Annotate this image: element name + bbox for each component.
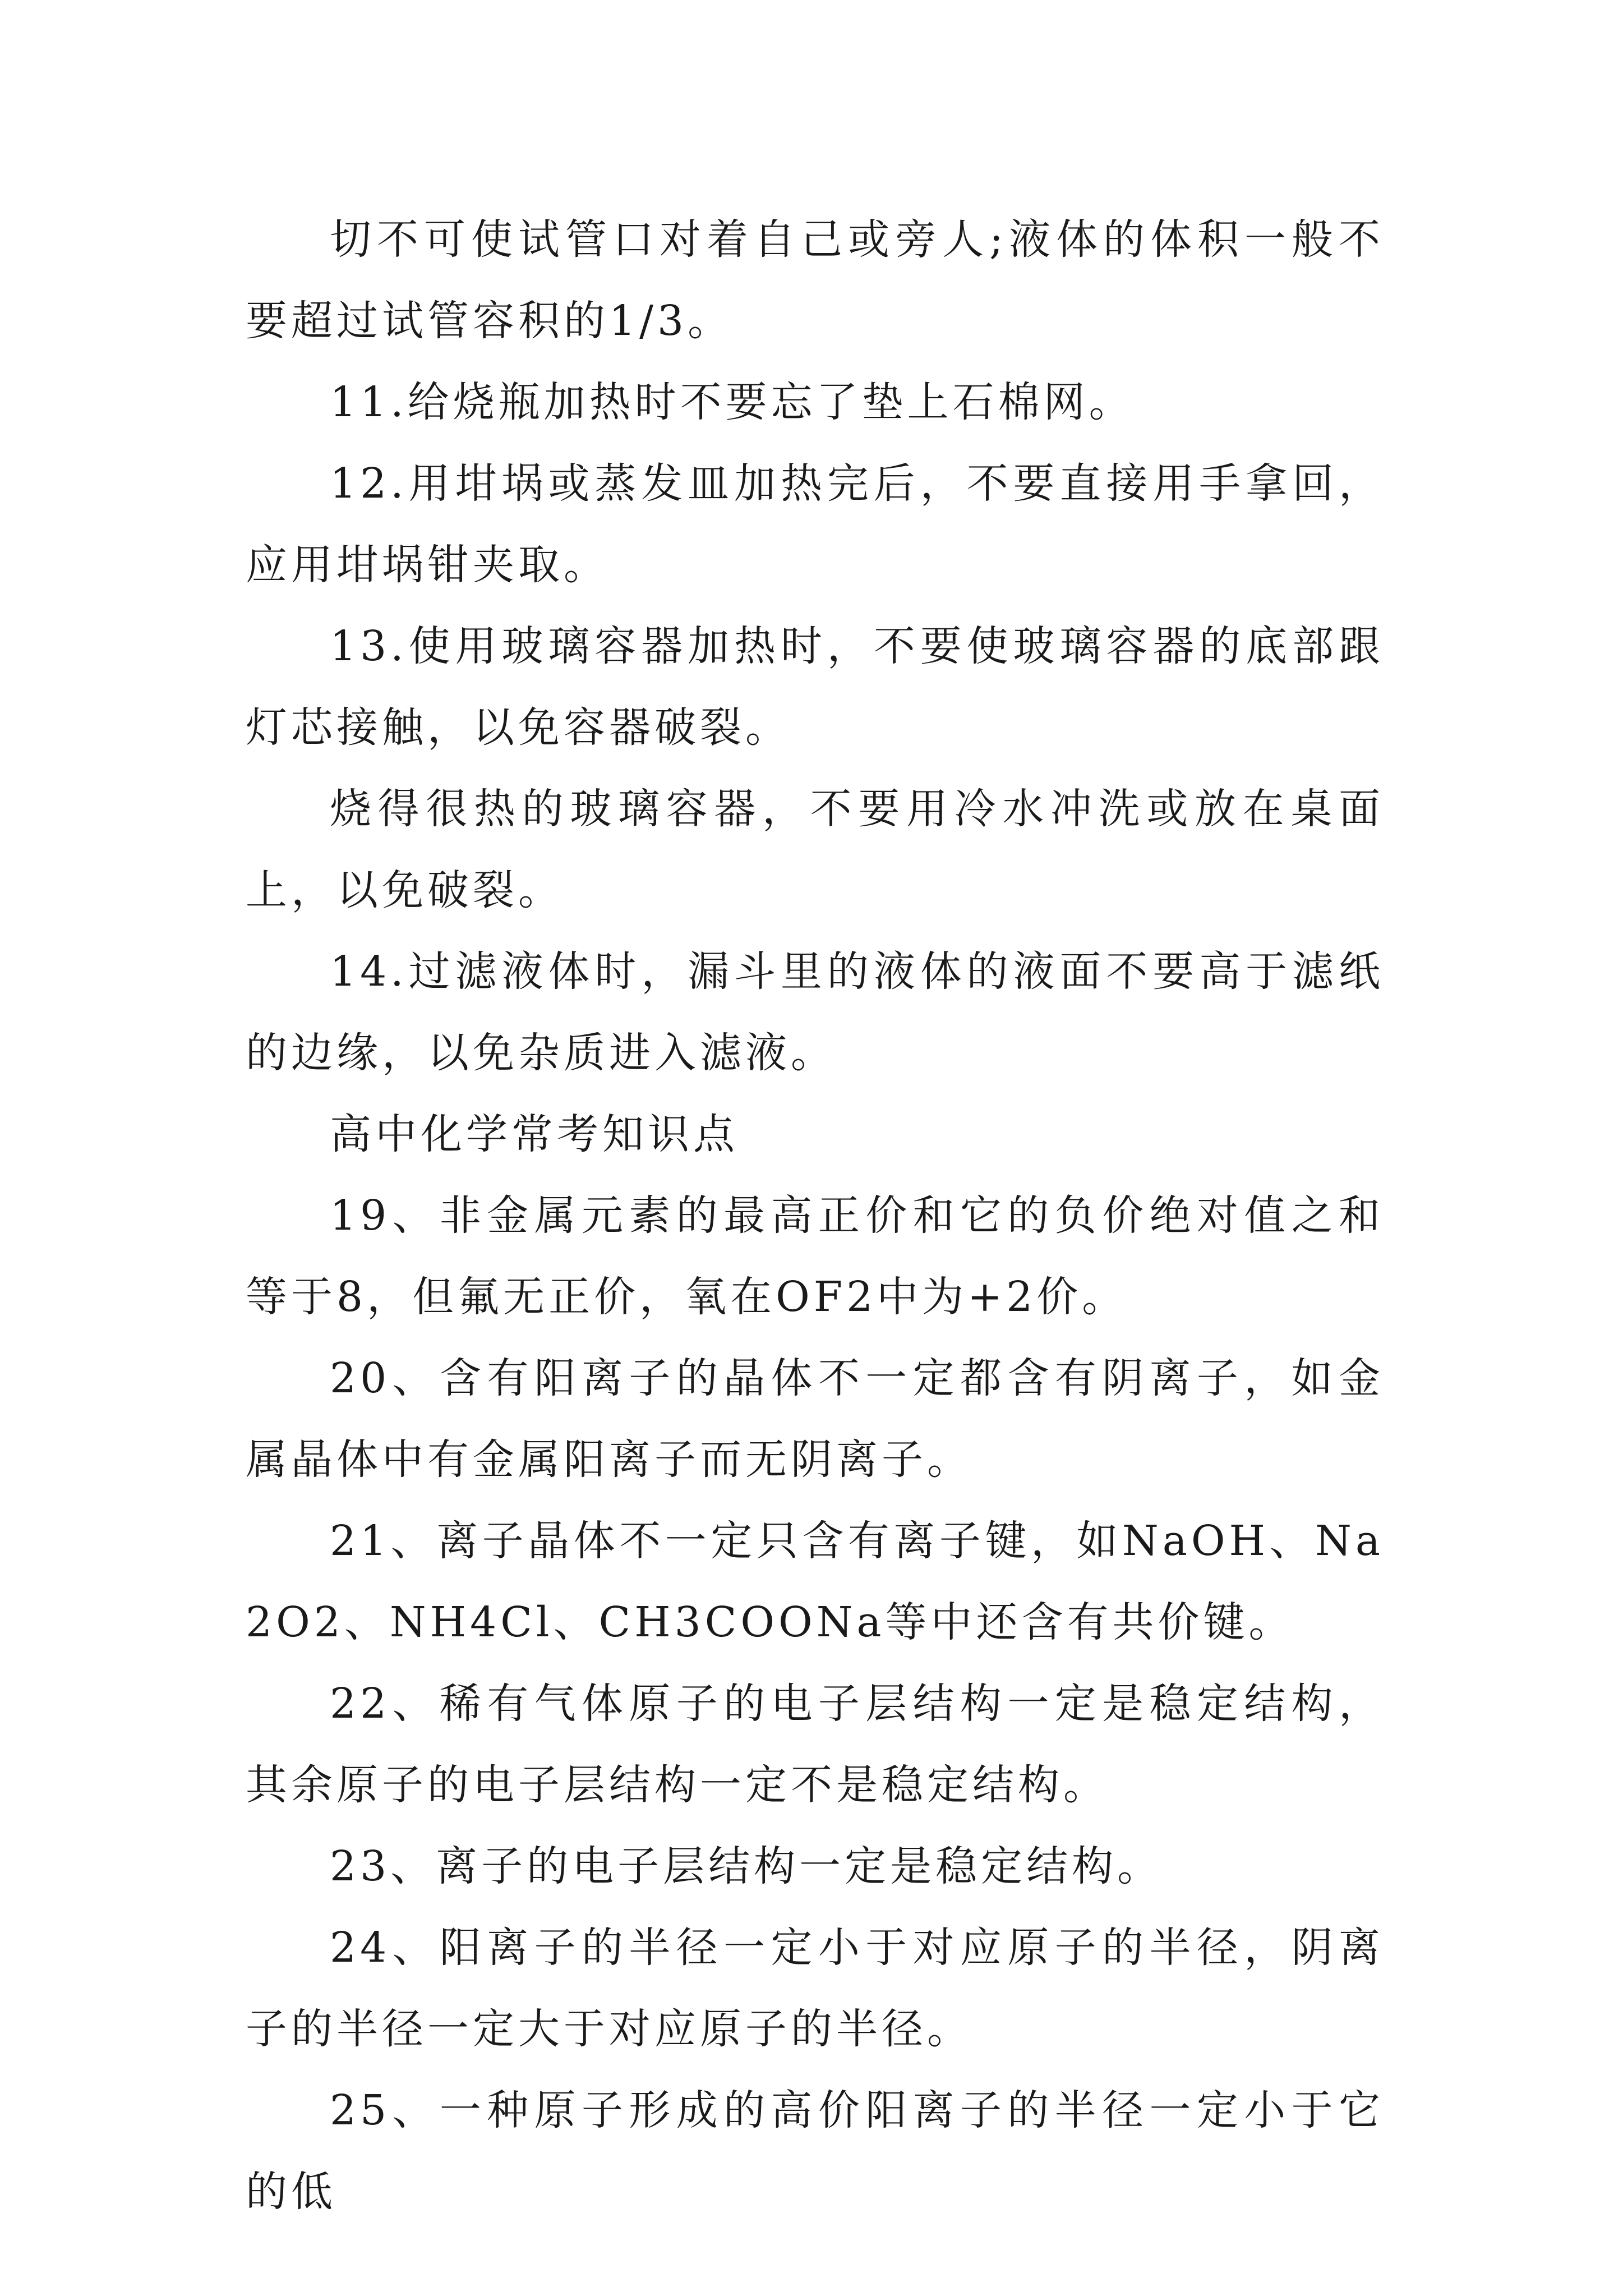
paragraph-item-13: 13.使用玻璃容器加热时，不要使玻璃容器的底部跟灯芯接触，以免容器破裂。 <box>246 622 1384 752</box>
paragraph-item-11: 11.给烧瓶加热时不要忘了垫上石棉网。 <box>330 378 1135 426</box>
paragraph-item-24: 24、阳离子的半径一定小于对应原子的半径，阴离子的半径一定大于对应原子的半径。 <box>246 1924 1384 2053</box>
paragraph-item-19: 19、非金属元素的最高正价和它的负价绝对值之和等于8，但氟无正价，氧在OF2中为+2价。 <box>246 1191 1384 1321</box>
paragraph-item-23: 23、离子的电子层结构一定是稳定结构。 <box>330 1842 1163 1890</box>
paragraph-item-14: 14.过滤液体时，漏斗里的液体的液面不要高于滤纸的边缘，以免杂质进入滤液。 <box>246 947 1384 1077</box>
paragraph-test-tube-warning: 切不可使试管口对着自己或旁人;液体的体积一般不要超过试管容积的1/3。 <box>246 215 1384 345</box>
paragraph-item-22: 22、稀有气体原子的电子层结构一定是稳定结构，其余原子的电子层结构一定不是稳定结构。 <box>246 1680 1384 1809</box>
paragraph-item-12: 12.用坩埚或蒸发皿加热完后，不要直接用手拿回，应用坩埚钳夹取。 <box>246 459 1384 589</box>
paragraph-item-25: 25、一种原子形成的高价阳离子的半径一定小于它的低 <box>246 2086 1384 2216</box>
paragraph-item-20: 20、含有阳离子的晶体不一定都含有阴离子，如金属晶体中有金属阳离子而无阴离子。 <box>246 1354 1384 1484</box>
section-heading: 高中化学常考知识点 <box>330 1110 739 1158</box>
document-body <box>246 199 1384 2233</box>
paragraph-hot-glass: 烧得很热的玻璃容器，不要用冷水冲洗或放在桌面上，以免破裂。 <box>246 785 1384 914</box>
paragraph-item-21: 21、离子晶体不一定只含有离子键，如NaOH、Na2O2、NH4Cl、CH3COONa等中还含有共价键。 <box>246 1517 1384 1646</box>
